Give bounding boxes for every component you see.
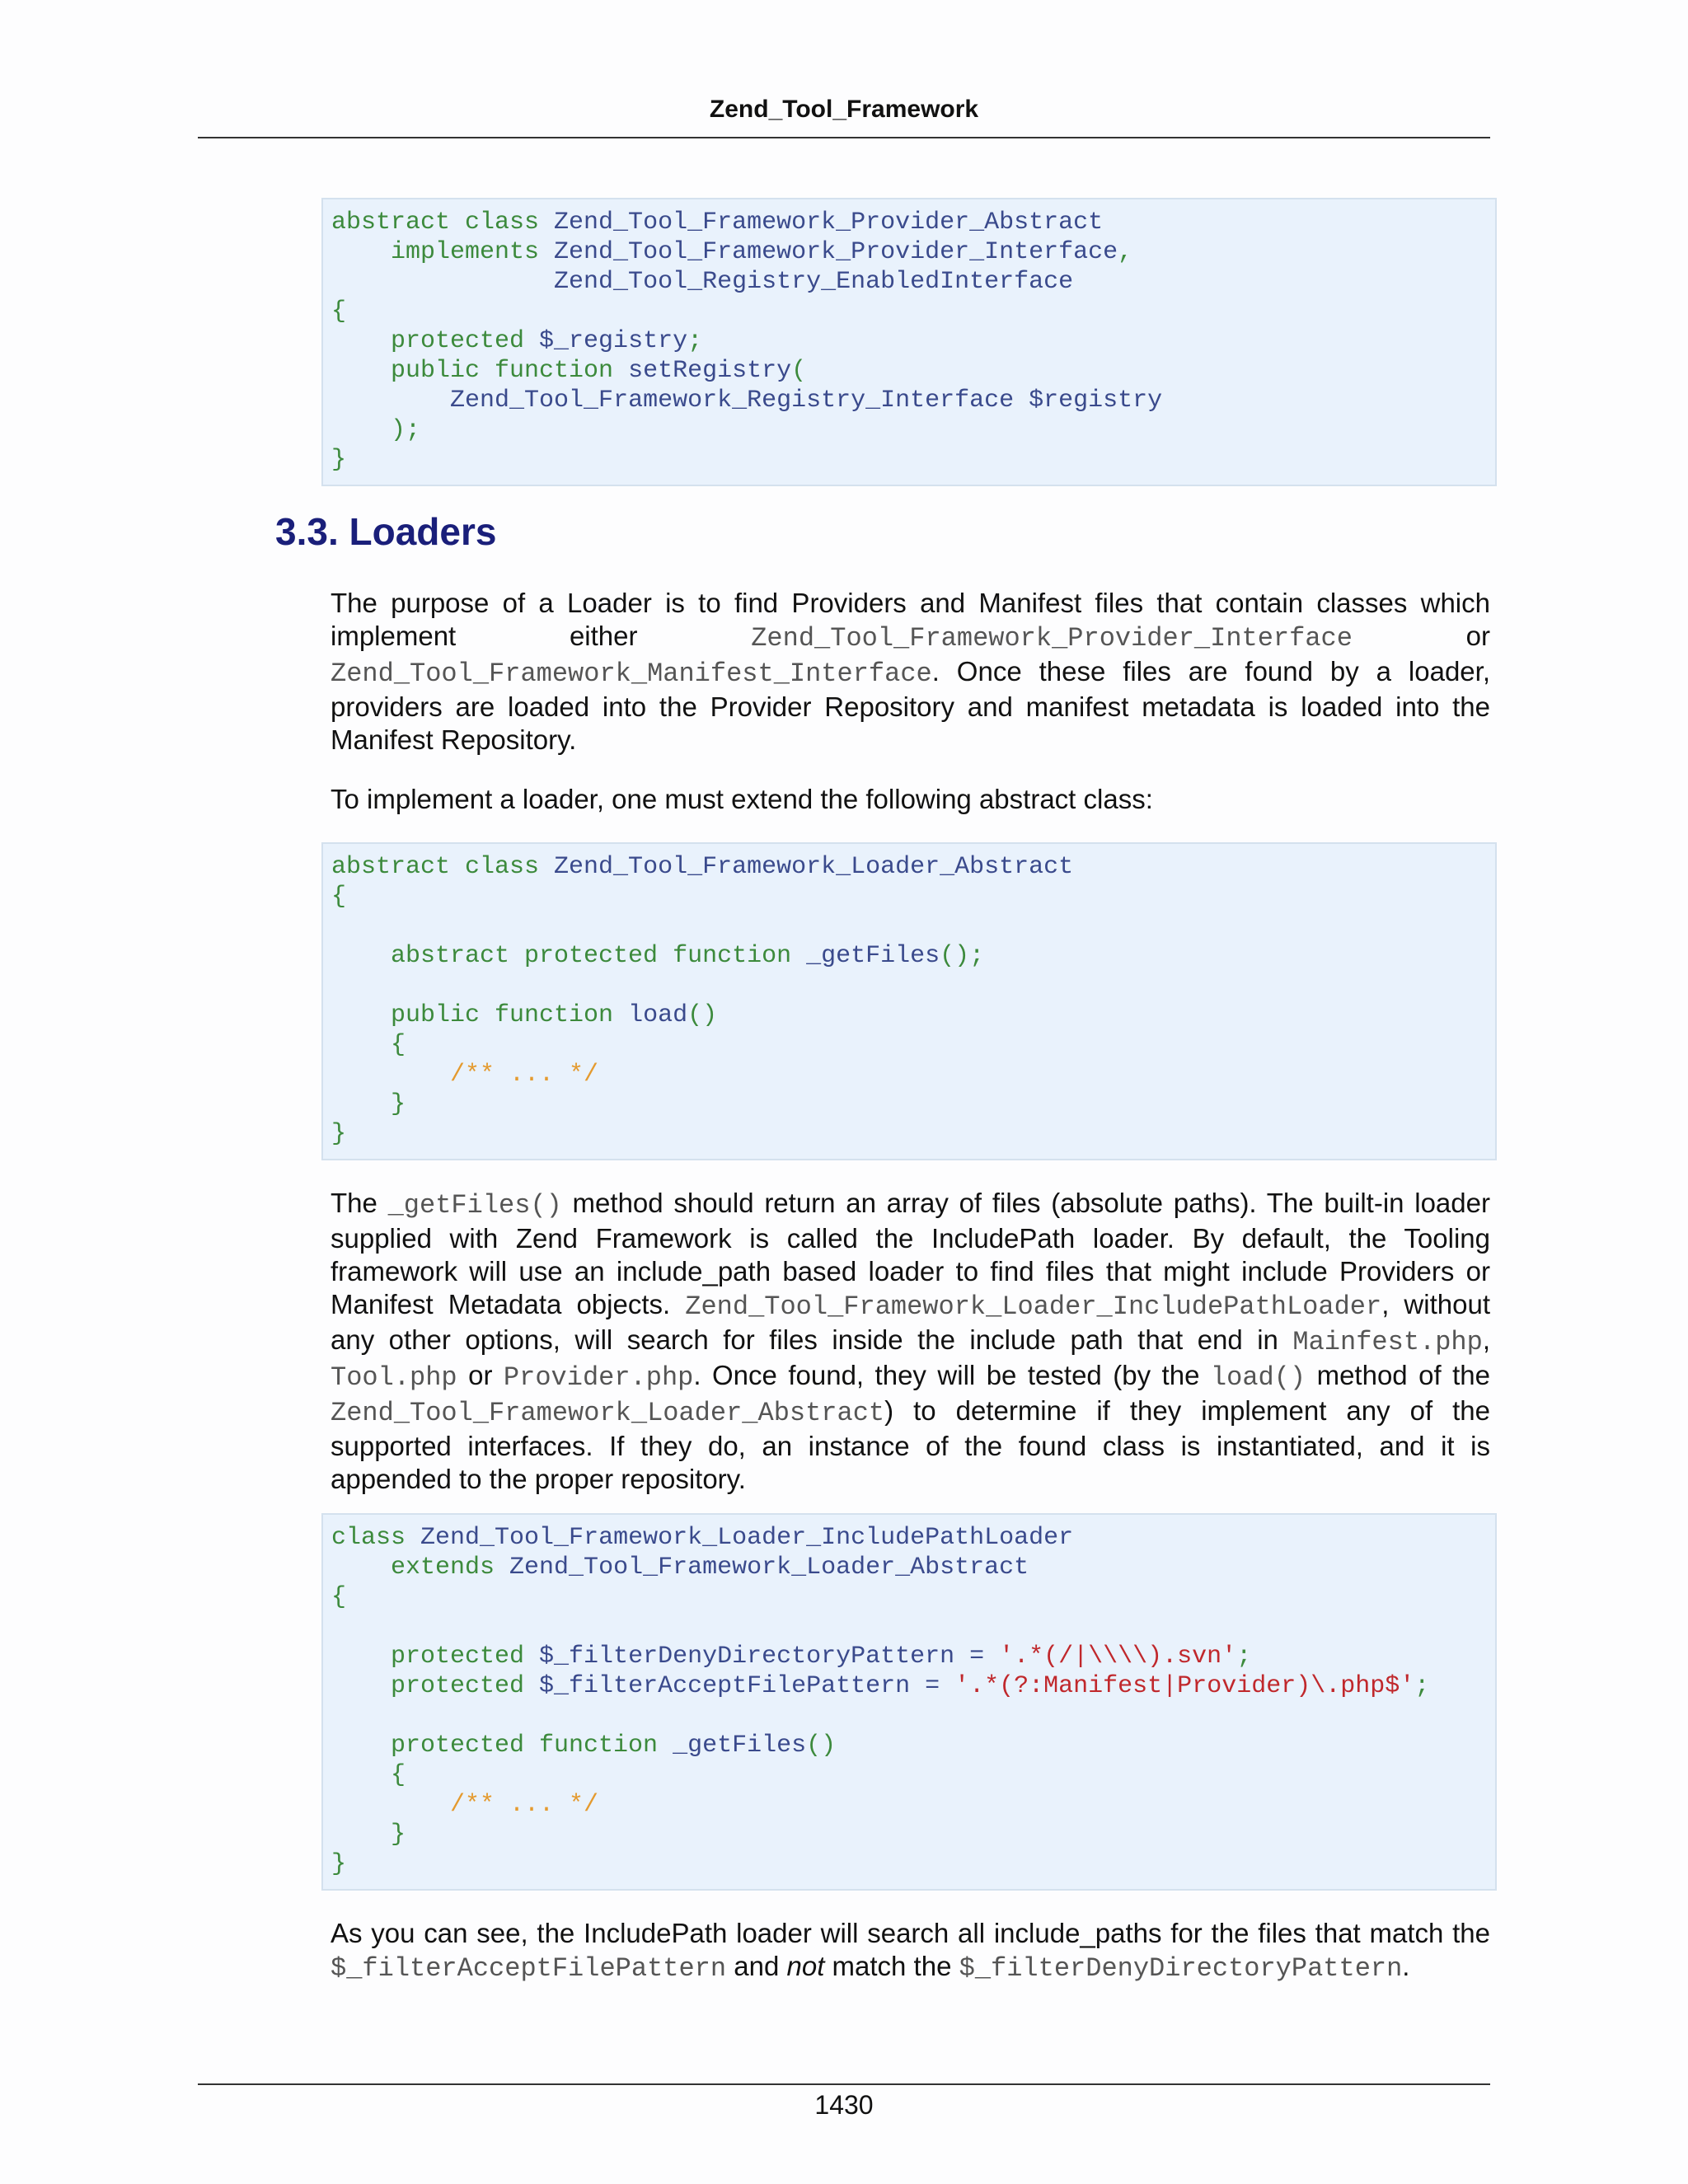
code-line: public function setRegistry( [331, 357, 807, 385]
paragraph-loader-purpose: The purpose of a Loader is to find Providers and Manifest files that contain classes which implement either Zend_Tool_Framework_Provider_Interface or Zend_Tool_Framework_Manifest_Interface. Once these files are found by a loader, providers are loaded into the Provider Repository and manifest metadata is loaded into the Manifest Repository. [331, 588, 1491, 755]
code-line: protected $_registry; [331, 327, 703, 355]
code-line: Zend_Tool_Framework_Registry_Interface $registry [450, 387, 1163, 415]
code-line: { [331, 1583, 347, 1611]
page-header-title: Zend_Tool_Framework [709, 96, 979, 123]
code-line: protected $_filterAcceptFilePattern = '.*(?:Manifest|Provider)\.php$'; [331, 1672, 1430, 1700]
header-rule [198, 137, 1490, 138]
code-line: protected function _getFiles() [331, 1732, 837, 1760]
code-line [331, 1612, 1487, 1642]
code-block-provider-abstract [321, 198, 1497, 486]
code-line: protected $_filterDenyDirectoryPattern = '.*(/|\\\\).svn'; [331, 1643, 1252, 1671]
code-line: } [331, 446, 347, 474]
code-line: abstract class Zend_Tool_Framework_Loader_Abstract [331, 853, 1074, 881]
code-line: } [331, 1850, 347, 1878]
code-line [331, 912, 1487, 941]
paragraph-getfiles-description: The _getFiles() method should return an array of files (absolute paths). The built-in loader supplied with Zend Framework is called the IncludePath loader. By default, the Tooling framework will use an include_path based loader to find files that might include Providers or Manifest Metadata objects. Zend_Tool_Framework_Loader_IncludePathLoader, without any other options, will search for files inside the include path that end in Mainfest.php, Tool.php or Provider.php. Once found, they will be tested (by the load() method of the Zend_Tool_Framework_Loader_Abstract) to determine if they implement any of the supported interfaces. If they do, an instance of the found class is instantiated, and it is appended to the proper repository. [331, 1188, 1491, 1494]
code-line: } [331, 1120, 347, 1148]
code-line [331, 1701, 1487, 1731]
section-heading: 3.3. Loaders [275, 510, 497, 553]
code-line: } [331, 1821, 406, 1849]
code-block-loader-abstract [321, 842, 1497, 1160]
code-line: ); [331, 416, 421, 444]
code-block-includepath-loader [321, 1513, 1497, 1891]
code-line: extends Zend_Tool_Framework_Loader_Abstract [331, 1554, 1029, 1582]
code-line [331, 971, 1487, 1001]
code-line: { [331, 1031, 406, 1059]
code-line: /** ... */ [450, 1061, 599, 1089]
code-line: } [331, 1090, 406, 1118]
paragraph-includepath-summary: As you can see, the IncludePath loader will search all include_paths for the files that match the $_filterAcceptFilePattern and not match the $_filterDenyDirectoryPattern. [331, 1918, 1490, 1984]
code-line: implements Zend_Tool_Framework_Provider_Interface, [331, 238, 1133, 266]
code-line: { [331, 298, 347, 326]
code-line: /** ... */ [450, 1791, 599, 1819]
code-line: abstract protected function _getFiles(); [331, 942, 985, 970]
code-line: { [331, 883, 347, 911]
code-line: Zend_Tool_Registry_EnabledInterface [554, 268, 1074, 296]
code-line: public function load() [331, 1001, 718, 1029]
code-line: { [331, 1761, 406, 1789]
page-number: 1430 [814, 2090, 874, 2120]
code-line: abstract class Zend_Tool_Framework_Provider_Abstract [331, 209, 1104, 237]
paragraph-implement-loader: To implement a loader, one must extend the following abstract class: [331, 784, 1153, 814]
footer-rule [198, 2083, 1490, 2085]
code-line: class Zend_Tool_Framework_Loader_IncludePathLoader [331, 1524, 1074, 1552]
